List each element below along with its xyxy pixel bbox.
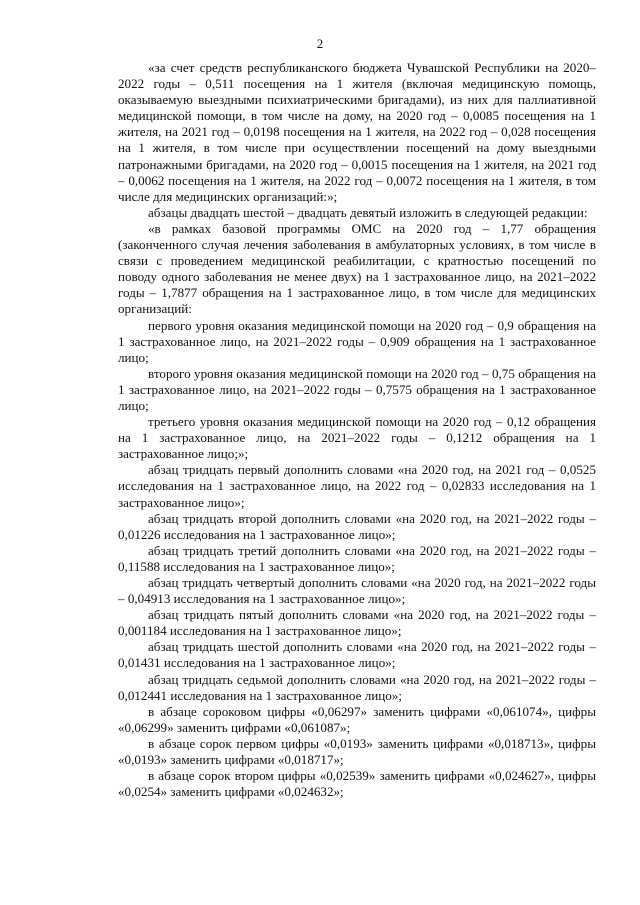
document-body bbox=[118, 60, 596, 800]
paragraph: абзац тридцать седьмой дополнить словами «на 2020 год, на 2021–2022 годы – 0,012441 исследования на 1 застрахованное лицо»; bbox=[118, 671, 596, 703]
paragraph: абзац тридцать шестой дополнить словами «на 2020 год, на 2021–2022 годы – 0,01431 исследования на 1 застрахованное лицо»; bbox=[118, 639, 596, 671]
paragraph: абзац тридцать первый дополнить словами «на 2020 год, на 2021 год – 0,0525 исследования на 1 застрахованное лицо, на 2022 год – 0,02833 исследования на 1 застрахованное лицо»; bbox=[118, 462, 596, 510]
paragraph: первого уровня оказания медицинской помощи на 2020 год – 0,9 обращения на 1 застрахованное лицо, на 2021–2022 годы – 0,909 обращения на 1 застрахованное лицо; bbox=[118, 317, 596, 365]
paragraph: абзац тридцать второй дополнить словами «на 2020 год, на 2021–2022 годы – 0,01226 исследования на 1 застрахованное лицо»; bbox=[118, 510, 596, 542]
paragraph: в абзаце сорок первом цифры «0,0193» заменить цифрами «0,018713», цифры «0,0193» заменить цифрами «0,018717»; bbox=[118, 735, 596, 768]
paragraph: в абзаце сорок втором цифры «0,02539» заменить цифрами «0,024627», цифры «0,0254» заменить цифрами «0,024632»; bbox=[118, 768, 596, 800]
page-number: 2 bbox=[316, 36, 324, 51]
paragraph: абзац тридцать четвертый дополнить словами «на 2020 год, на 2021–2022 годы – 0,04913 исследования на 1 застрахованное лицо»; bbox=[118, 575, 596, 607]
paragraph: «за счет средств республиканского бюджета Чувашской Республики на 2020–2022 годы – 0,511 посещения на 1 жителя (включая медицинскую помощь, оказываемую выездными психиатрическими бригадами), из них для паллиативной медицинской помощи, в том числе на дому, на 2020 год – 0,0085 посещения на 1 жителя, на 2021 год – 0,0198 посещения на 1 жителя, на 2022 год – 0,028 посещения на 1 жителя, в том числе при осуществлении посещений на дому выездными патронажными бригадами, на 2020 год – 0,0015 посещения на 1 жителя, на 2021 год – 0,0062 посещения на 1 жителя, на 2022 год – 0,0072 посещения на 1 жителя, в том числе для медицинских организаций:»; bbox=[118, 60, 596, 204]
paragraph: в абзаце сороковом цифры «0,06297» заменить цифрами «0,061074», цифры «0,06299» заменить цифрами «0,061087»; bbox=[118, 703, 596, 735]
paragraph: «в рамках базовой программы ОМС на 2020 год – 1,77 обращения (законченного случая лечения заболевания в амбулаторных условиях, в том числе в связи с проведением медицинской реабилитации, с кратностью посещений по поводу одного заболевания не менее двух) на 1 застрахованное лицо, на 2021–2022 годы – 1,7877 обращения на 1 застрахованное лицо, в том числе для медицинских организаций: bbox=[118, 220, 596, 317]
paragraph: второго уровня оказания медицинской помощи на 2020 год – 0,75 обращения на 1 застрахованное лицо, на 2021–2022 годы – 0,7575 обращения на 1 застрахованное лицо; bbox=[118, 365, 596, 413]
paragraph: абзац тридцать пятый дополнить словами «на 2020 год, на 2021–2022 годы – 0,001184 исследования на 1 застрахованное лицо»; bbox=[118, 607, 596, 639]
paragraph: абзац тридцать третий дополнить словами «на 2020 год, на 2021–2022 годы – 0,11588 исследования на 1 застрахованное лицо»; bbox=[118, 542, 596, 574]
paragraph: третьего уровня оказания медицинской помощи на 2020 год – 0,12 обращения на 1 застрахованное лицо, на 2021–2022 годы – 0,1212 обращения на 1 застрахованное лицо;»; bbox=[118, 414, 596, 462]
paragraph: абзацы двадцать шестой – двадцать девятый изложить в следующей редакции: bbox=[148, 204, 588, 220]
